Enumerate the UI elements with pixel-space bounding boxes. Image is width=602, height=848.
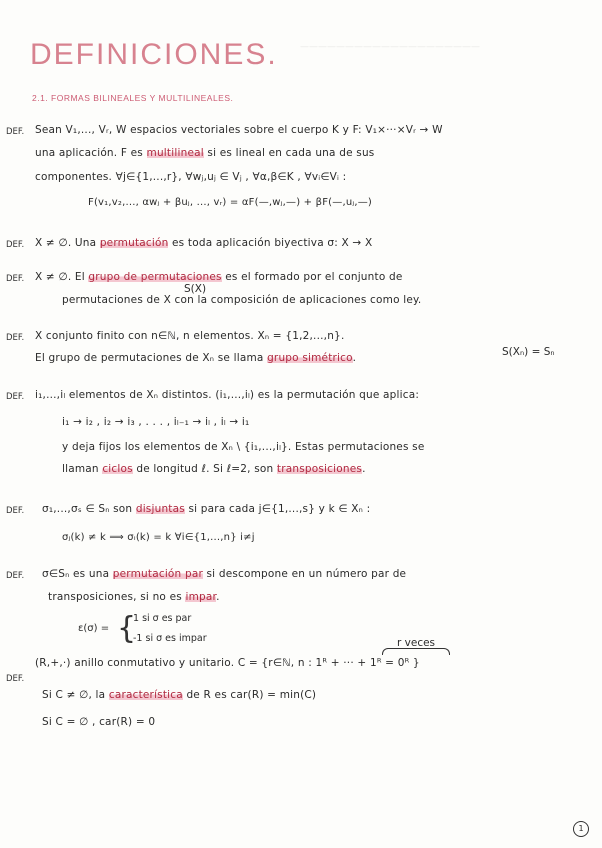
- section-heading: 2.1. FORMAS BILINEALES Y MULTILINEALES.: [32, 93, 234, 103]
- def4-text-a: El grupo de permutaciones de Xₙ se llama: [35, 352, 268, 364]
- def1-text-a: una aplicación. F es: [35, 147, 147, 159]
- def-label: DEF.: [6, 240, 25, 250]
- def8-text-a: (R,+,·) anillo conmutativo y unitario. C = {r∈ℕ, n :: [35, 657, 316, 669]
- def7-text-b: si descompone en un número par de: [202, 568, 407, 580]
- def1-line2: [35, 147, 374, 159]
- def-label: DEF.: [6, 392, 25, 402]
- def3-text-a: X ≠ ∅. El: [35, 271, 89, 283]
- term-caracteristica: característica: [108, 689, 183, 701]
- term-disjuntas: disjuntas: [135, 503, 185, 515]
- def7-line1: [42, 568, 406, 580]
- def5-line2: i₁ → i₂ , i₂ → i₃ , . . . , iₗ₋₁ → iₗ , iₗ → i₁: [62, 416, 250, 428]
- def6-text-b: si para cada j∈{1,...,s} y k ∈ Xₙ :: [184, 503, 371, 515]
- def2-line1: [35, 237, 372, 249]
- def5-line3: y deja fijos los elementos de Xₙ \ {i₁,...,iₗ}. Estas permutaciones se: [62, 441, 425, 453]
- def4-text-b: .: [352, 352, 357, 364]
- def5-text-a: llaman: [62, 463, 103, 475]
- term-grupo-simetrico: grupo simétrico: [267, 352, 353, 364]
- def-label: DEF.: [6, 506, 25, 516]
- overbrace-label: r veces: [397, 637, 436, 649]
- def5-line1: i₁,...,iₗ elementos de Xₙ distintos. (i₁,...,iₗ) es la permutación que aplica:: [35, 389, 420, 401]
- sign-case-even: 1 si σ es par: [133, 613, 192, 624]
- term-transposiciones: transposiciones: [276, 463, 363, 475]
- def8-line2: [42, 689, 316, 701]
- def4-note: S(Xₙ) = Sₙ: [502, 346, 555, 358]
- def5-text-b: de longitud ℓ. Si ℓ=2, son: [132, 463, 277, 475]
- def8-text-d: de R es car(R) = min(C): [182, 689, 317, 701]
- term-grupo-permutaciones: grupo de permutaciones: [88, 271, 222, 283]
- def2-text-b: es toda aplicación biyectiva σ: X → X: [168, 237, 373, 249]
- cases-brace: {: [117, 611, 137, 646]
- def2-text-a: X ≠ ∅. Una: [35, 237, 100, 249]
- page-number: 1: [573, 821, 589, 837]
- def-label: DEF.: [6, 127, 25, 137]
- overbrace: [382, 648, 450, 655]
- def-label: DEF.: [6, 274, 25, 284]
- def3-line2: permutaciones de X con la composición de aplicaciones como ley.: [62, 294, 422, 306]
- page-title: DEFINICIONES.: [30, 38, 278, 71]
- def7-text-a: σ∈Sₙ es una: [42, 568, 113, 580]
- def8-line3: Si C = ∅ , car(R) = 0: [42, 716, 156, 728]
- sign-case-odd: -1 si σ es impar: [133, 633, 207, 644]
- def3-text-b: es el formado por el conjunto de: [221, 271, 403, 283]
- def8-text-c: Si C ≠ ∅, la: [42, 689, 109, 701]
- def3-superscript: S(X): [184, 283, 207, 295]
- term-permutacion: permutación: [99, 237, 169, 249]
- def6-line1: [42, 503, 370, 515]
- def1-line3: componentes. ∀j∈{1,...,r}, ∀wⱼ,uⱼ ∈ Vⱼ , ∀α,β∈K , ∀vᵢ∈Vᵢ :: [35, 171, 347, 183]
- term-ciclos: ciclos: [102, 463, 133, 475]
- def6-line2: σⱼ(k) ≠ k ⟹ σᵢ(k) = k ∀i∈{1,...,n} i≠j: [62, 532, 255, 543]
- def1-formula: F(v₁,v₂,..., αwⱼ + βuⱼ, ..., vᵣ) = αF(—,wⱼ,—) + βF(—,uⱼ,—): [88, 197, 373, 208]
- def3-line1: [35, 271, 403, 283]
- bleed-through-text: ————————————————————: [300, 42, 480, 52]
- def5-line4: [62, 463, 366, 475]
- def5-text-c: .: [362, 463, 366, 475]
- def4-line2: [35, 352, 356, 364]
- term-impar: impar: [185, 591, 217, 603]
- def8-text-b: 1ᴿ + ··· + 1ᴿ = 0ᴿ }: [315, 657, 420, 669]
- def8-line1: [35, 657, 420, 669]
- def7-text-c: transposiciones, si no es: [48, 591, 186, 603]
- def-label: DEF.: [6, 333, 25, 343]
- term-multilineal: multilineal: [146, 147, 204, 159]
- term-permutacion-par: permutación par: [112, 568, 203, 580]
- def-label: DEF.: [6, 571, 25, 581]
- def1-text-b: si es lineal en cada una de sus: [203, 147, 375, 159]
- def1-line1: Sean V₁,..., Vᵣ, W espacios vectoriales sobre el cuerpo K y F: V₁×···×Vᵣ → W: [35, 124, 443, 136]
- def6-text-a: σ₁,...,σₛ ∈ Sₙ son: [42, 503, 136, 515]
- def4-line1: X conjunto finito con n∈ℕ, n elementos. Xₙ = {1,2,...,n}.: [35, 330, 345, 342]
- def7-text-d: .: [216, 591, 220, 603]
- sign-function: ε(σ) =: [78, 623, 110, 634]
- def-label: DEF.: [6, 674, 25, 684]
- def7-line2: [48, 591, 220, 603]
